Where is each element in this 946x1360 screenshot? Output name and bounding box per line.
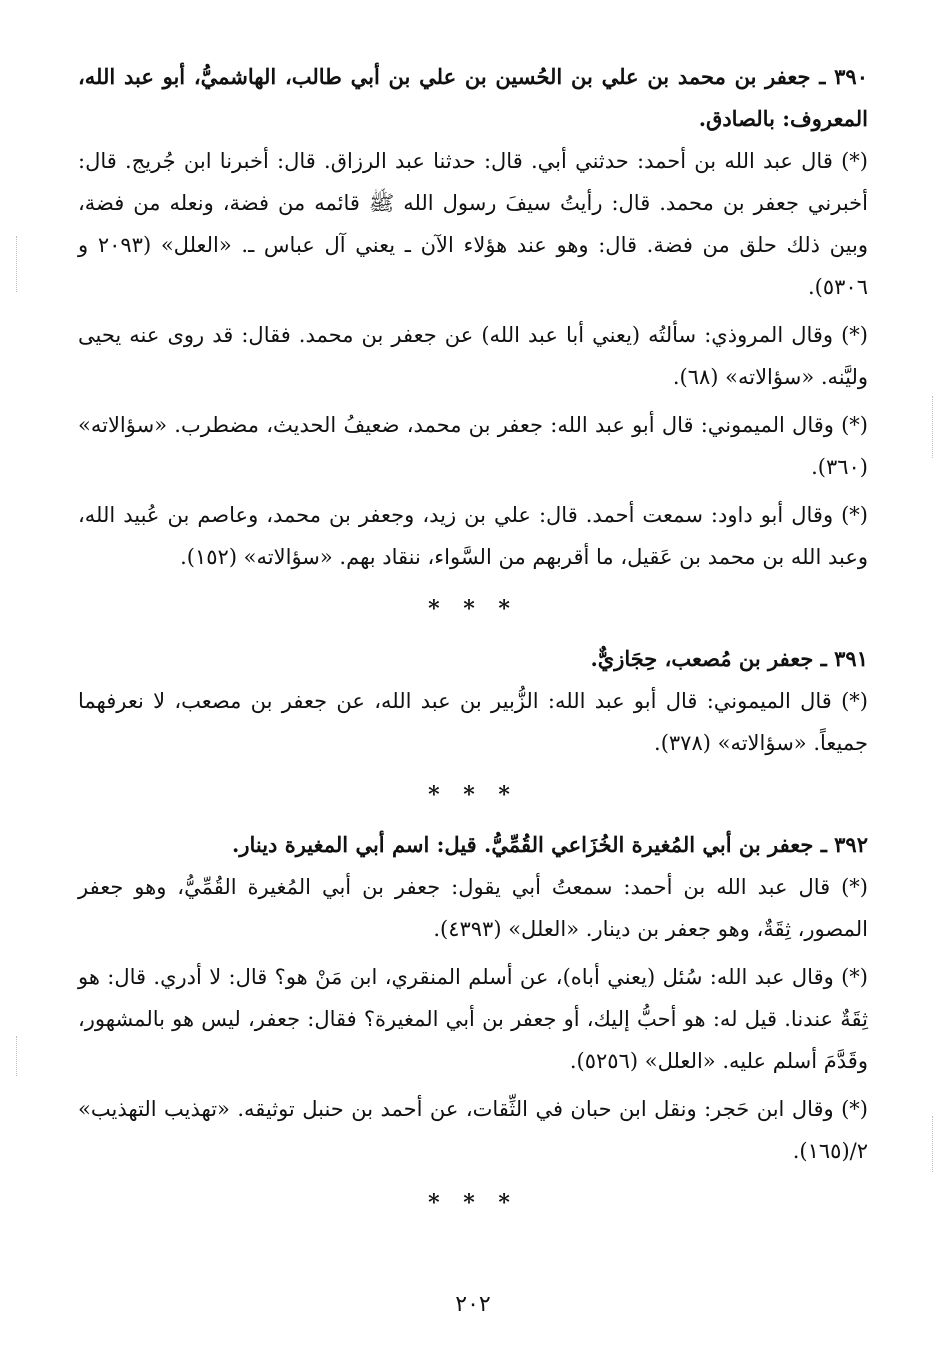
page-number: ٢٠٢ [455, 1292, 491, 1317]
entry-title: ٣٩٢ ـ جعفر بن أبي المُغيرة الخُزَاعي القُمِّيُّ. قيل: اسم أبي المغيرة دينار. [232, 832, 868, 857]
entry-390 [78, 56, 868, 578]
section-separator: * * * [428, 782, 518, 808]
entry-title: ٣٩١ ـ جعفر بن مُصعب، حِجَازيٌّ. [590, 646, 868, 671]
page-body [78, 56, 868, 1232]
narration-paragraph: (*) قال عبد الله بن أحمد: سمعتُ أبي يقول: جعفر بن أبي المُغيرة القُمِّيُّ، وهو جعفر المصور، ثِقَةٌ، وهو جعفر بن دينار. «العلل» (٤٣٩٣). [78, 875, 868, 941]
narration-paragraph: (*) وقال ابن حَجر: ونقل ابن حبان في الثِّقات، عن أحمد بن حنبل توثيقه. «تهذيب التهذيب» ٢/(١٦٥). [78, 1097, 868, 1163]
narration-paragraph: (*) قال الميموني: قال أبو عبد الله: الزُّبير بن عبد الله، عن جعفر بن مصعب، لا نعرفهما جميعاً. «سؤالاته» (٣٧٨). [78, 689, 868, 755]
scan-edge-mark [16, 1036, 17, 1076]
entry-title: ٣٩٠ ـ جعفر بن محمد بن علي بن الحُسين بن علي بن أبي طالب، الهاشميُّ، أبو عبد الله، المعروف: بالصادق. [78, 64, 868, 131]
scan-edge-mark [932, 1116, 933, 1172]
scan-edge-mark [932, 396, 933, 458]
entry-392 [78, 824, 868, 1172]
narration-paragraph: (*) قال عبد الله بن أحمد: حدثني أبي. قال: حدثنا عبد الرزاق. قال: أخبرنا ابن جُريج. قال: أخبرني جعفر بن محمد. قال: رأيتُ سيفَ رسول الله ﷺ قائمه من فضة، ونعله من فضة، وبين ذلك حلق من فضة. قال: وهو عند هؤلاء الآن ـ يعني آل عباس ـ. «العلل» (٢٠٩٣ و ٥٣٠٦). [78, 149, 868, 299]
entry-391 [78, 638, 868, 764]
narration-paragraph: (*) وقال عبد الله: سُئل (يعني أباه)، عن أسلم المنقري، ابن مَنْ هو؟ قال: لا أدري. قال: هو ثِقَةٌ عندنا. قيل له: هو أحبُّ إليك، أو جعفر بن أبي المغيرة؟ فقال: جعفر، ليس هو بالمشهور، وقَدَّمَ أسلم عليه. «العلل» (٥٢٥٦). [78, 965, 868, 1073]
narration-paragraph: (*) وقال المروذي: سألتُه (يعني أبا عبد الله) عن جعفر بن محمد. فقال: قد روى عنه يحيى وليَّنه. «سؤالاته» (٦٨). [78, 323, 868, 389]
narration-paragraph: (*) وقال أبو داود: سمعت أحمد. قال: علي بن زيد، وجعفر بن محمد، وعاصم بن عُبيد الله، وعبد الله بن محمد بن عَقيل، ما أقربهم من السَّواء، ننقاد بهم. «سؤالاته» (١٥٢). [78, 503, 868, 569]
scan-edge-mark [16, 236, 17, 292]
section-separator: * * * [428, 596, 518, 622]
narration-paragraph: (*) وقال الميموني: قال أبو عبد الله: جعفر بن محمد، ضعيفُ الحديث، مضطرب. «سؤالاته» (٣٦٠). [78, 413, 868, 479]
section-separator: * * * [428, 1190, 518, 1216]
